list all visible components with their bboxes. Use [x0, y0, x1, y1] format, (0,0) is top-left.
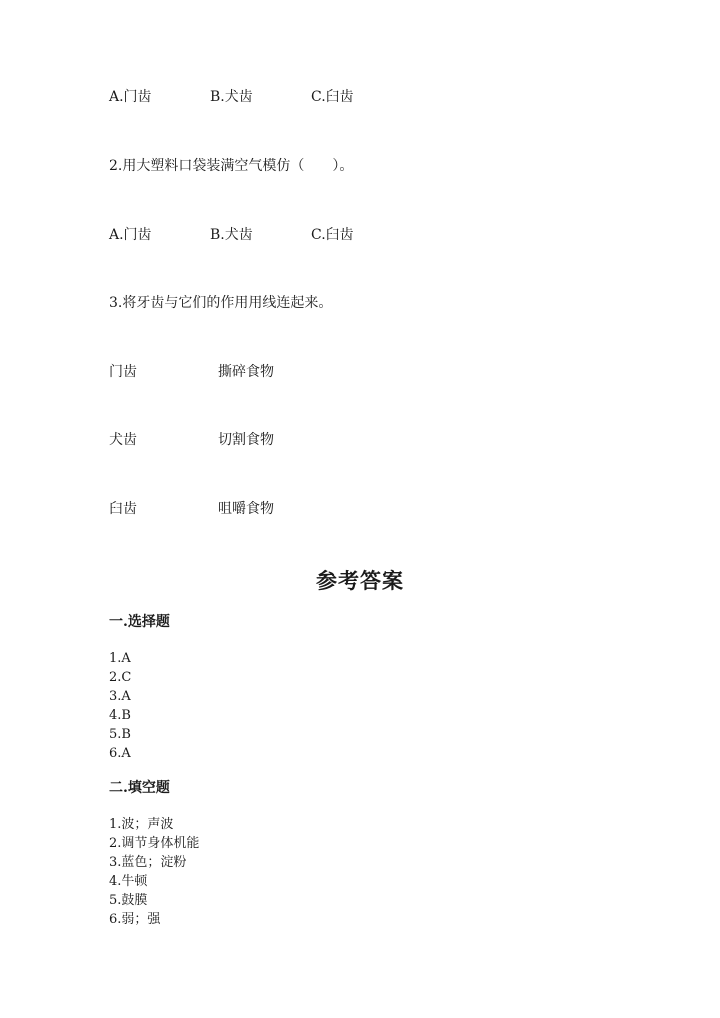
q1-option-c: C.臼齿: [311, 89, 354, 105]
match-left-molar: 臼齿: [109, 501, 137, 517]
match-right-cut: 切割食物: [218, 432, 274, 448]
q2-option-b: B.犬齿: [210, 227, 253, 243]
section-1-answers: [109, 649, 131, 763]
answer-item: 6.弱；强: [109, 912, 161, 927]
match-left-incisor: 门齿: [109, 364, 137, 380]
answer-item: 1.A: [109, 651, 131, 666]
q1-option-b: B.犬齿: [210, 89, 253, 105]
section-2-answers: [109, 815, 199, 929]
answer-item: 2.C: [109, 670, 132, 685]
match-left-canine: 犬齿: [109, 432, 137, 448]
answer-item: 5.鼓膜: [109, 893, 148, 908]
q1-option-a: A.门齿: [109, 89, 152, 105]
answer-item: 1.波；声波: [109, 817, 174, 832]
answer-item: 3.蓝色；淀粉: [109, 855, 187, 870]
answer-item: 5.B: [109, 727, 131, 742]
match-right-tear: 撕碎食物: [218, 364, 274, 380]
match-right-chew: 咀嚼食物: [218, 501, 274, 517]
answer-item: 3.A: [109, 689, 131, 704]
answer-item: 2.调节身体机能: [109, 836, 200, 851]
q2-option-a: A.门齿: [109, 227, 152, 243]
section-1-heading: 一.选择题: [109, 614, 170, 630]
answers-title: 参考答案: [316, 568, 404, 593]
question-3-text: 3.将牙齿与它们的作用用线连起来。: [109, 295, 333, 311]
answer-item: 6.A: [109, 746, 131, 761]
answer-item: 4.B: [109, 708, 131, 723]
section-2-heading: 二.填空题: [109, 780, 170, 796]
answer-item: 4.牛顿: [109, 874, 148, 889]
question-2-text: 2.用大塑料口袋装满空气模仿（ ）。: [109, 158, 354, 174]
q2-option-c: C.臼齿: [311, 227, 354, 243]
